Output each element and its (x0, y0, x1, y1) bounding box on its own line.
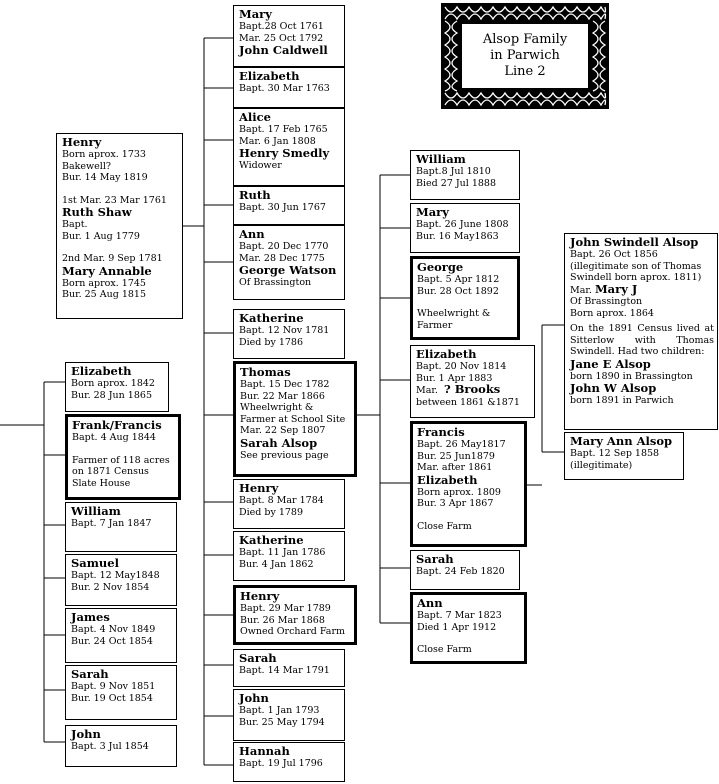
person-name: Ann (239, 227, 265, 241)
person-box-francis-1817: Francis Bapt. 26 May1817 Bur. 25 Jun1879 Mar. after 1861 Elizabeth Born aprox. 1809 Bur. 3 Apr 1867 Close Farm (410, 421, 527, 547)
person-box-sarah-1820: Sarah Bapt. 24 Feb 1820 (410, 550, 520, 590)
person-box-elizabeth-1842: Elizabeth Born aprox. 1842 Bur. 28 Jun 1865 (65, 362, 169, 412)
person-name: Katherine (239, 533, 304, 547)
person-box-henry-1789: Henry Bapt. 29 Mar 1789 Bur. 26 Mar 1868 Owned Orchard Farm (233, 585, 357, 645)
title-line-3: Line 2 (504, 64, 546, 79)
person-box-hannah: Hannah Bapt. 19 Jul 1796 (233, 742, 345, 782)
person-name: Samuel (71, 556, 119, 570)
spouse-name: ? Brooks (443, 382, 501, 396)
person-name: Sarah (416, 552, 454, 566)
person-box-katherine-1781: Katherine Bapt. 12 Nov 1781 Died by 1786 (233, 309, 345, 359)
child-name: Jane E Alsop (570, 356, 651, 371)
spouse-name: Elizabeth (417, 472, 478, 487)
person-name: Mary (416, 205, 449, 219)
person-box-samuel: Samuel Bapt. 12 May1848 Bur. 2 Nov 1854 (65, 554, 177, 606)
person-box-william-1847: William Bapt. 7 Jan 1847 (65, 502, 177, 552)
person-name: Elizabeth (416, 347, 477, 361)
person-name: Ann (417, 596, 443, 610)
person-box-ann: Ann Bapt. 20 Dec 1770 Mar. 28 Dec 1775 George Watson Of Brassington (233, 225, 345, 300)
person-name: Henry (62, 135, 102, 149)
person-box-james: James Bapt. 4 Nov 1849 Bur. 24 Oct 1854 (65, 608, 177, 663)
person-box-mary-ann-alsop: Mary Ann Alsop Bapt. 12 Sep 1858 (illegitimate) (564, 432, 684, 480)
title-line-2: in Parwich (490, 48, 560, 63)
spouse-name: Ruth Shaw (62, 205, 132, 219)
person-box-john: John Bapt. 1 Jan 1793 Bur. 25 May 1794 (233, 689, 345, 741)
person-box-frank-francis: Frank/Francis Bapt. 4 Aug 1844 Farmer of 118 acres on 1871 Census Slate House (65, 414, 181, 500)
spouse-name: Henry Smedly (239, 146, 330, 160)
person-name: Alice (239, 110, 271, 124)
person-box-ann-1823: Ann Bapt. 7 Mar 1823 Died 1 Apr 1912 Close Farm (410, 592, 527, 664)
person-name: William (416, 152, 466, 166)
person-name: Mary Ann Alsop (570, 434, 673, 448)
spouse-name: John Caldwell (239, 43, 328, 57)
person-box-elizabeth-1814: Elizabeth Bapt. 20 Nov 1814 Bur. 1 Apr 1883 Mar. ? Brooks between 1861 &1871 (410, 345, 535, 418)
spouse-name: Mary Annable (62, 263, 152, 278)
person-name: William (71, 504, 121, 518)
person-box-henry-1784: Henry Bapt. 8 Mar 1784 Died by 1789 (233, 479, 345, 529)
person-name: Thomas (240, 365, 291, 379)
person-box-john-1854: John Bapt. 3 Jul 1854 (65, 725, 177, 767)
person-name: Hannah (239, 744, 290, 758)
person-box-katherine-1786: Katherine Bapt. 11 Jan 1786 Bur. 4 Jan 1862 (233, 531, 345, 581)
person-name: Elizabeth (239, 69, 300, 83)
person-box-thomas: Thomas Bapt. 15 Dec 1782 Bur. 22 Mar 1866 Wheelwright & Farmer at School Site Mar. 22 Sep 1807 Sarah Alsop See previous page (233, 361, 357, 477)
spouse-name: Mary J (594, 281, 638, 296)
person-name: Elizabeth (71, 364, 132, 378)
person-name: James (71, 610, 110, 624)
person-name: Henry (239, 481, 279, 495)
person-box-sarah-1851: Sarah Bapt. 9 Nov 1851 Bur. 19 Oct 1854 (65, 665, 177, 720)
person-box-elizabeth: Elizabeth Bapt. 30 Mar 1763 (233, 67, 345, 108)
parents-henry-box: Henry Born aprox. 1733 Bakewell? Bur. 14 May 1819 1st Mar. 23 Mar 1761 Ruth Shaw Bapt. Bur. 1 Aug 1779 2nd Mar. 9 Sep 1781 Mary Annable Born aprox. 1745 Bur. 25 Aug 1815 (56, 133, 183, 319)
person-name: John (239, 691, 269, 705)
person-name: Francis (417, 425, 465, 439)
person-box-john-swindell-alsop: John Swindell Alsop Bapt. 26 Oct 1856 (illegitimate son of Thomas Swindell born aprox. 1811) Mar. Mary J Of Brassington Born aprox. 1864 On the 1891 Census lived at Sitterlow with Thomas Swindell. Had two children: Jane E Alsop born 1890 in Brassington John W Alsop born 1891 in Parwich (564, 233, 718, 430)
person-name: John Swindell Alsop (570, 235, 699, 249)
title-panel (461, 23, 589, 89)
title-line-1: Alsop Family (482, 32, 568, 47)
person-name: Katherine (239, 311, 304, 325)
title-plaque (441, 3, 609, 109)
person-name: John (71, 727, 101, 741)
spouse-name: Sarah Alsop (240, 435, 318, 450)
person-box-alice: Alice Bapt. 17 Feb 1765 Mar. 6 Jan 1808 Henry Smedly Widower (233, 108, 345, 186)
spouse-name: George Watson (239, 263, 337, 277)
person-box-mary: Mary Bapt.28 Oct 1761 Mar. 25 Oct 1792 John Caldwell (233, 5, 345, 67)
person-box-ruth: Ruth Bapt. 30 Jun 1767 (233, 186, 345, 225)
person-box-william-1810: William Bapt.8 Jul 1810 Bied 27 Jul 1888 (410, 150, 520, 200)
person-box-sarah: Sarah Bapt. 14 Mar 1791 (233, 649, 345, 687)
child-name: John W Alsop (570, 381, 657, 395)
person-name: Frank/Francis (72, 418, 162, 432)
person-name: Henry (240, 589, 280, 603)
person-name: Ruth (239, 188, 271, 202)
person-name: Sarah (71, 667, 109, 681)
person-box-george: George Bapt. 5 Apr 1812 Bur. 28 Oct 1892 Wheelwright & Farmer (410, 256, 520, 340)
person-name: Mary (239, 7, 272, 21)
person-box-mary-1808: Mary Bapt. 26 June 1808 Bur. 16 May1863 (410, 203, 520, 253)
person-name: George (417, 260, 464, 274)
person-name: Sarah (239, 651, 277, 665)
